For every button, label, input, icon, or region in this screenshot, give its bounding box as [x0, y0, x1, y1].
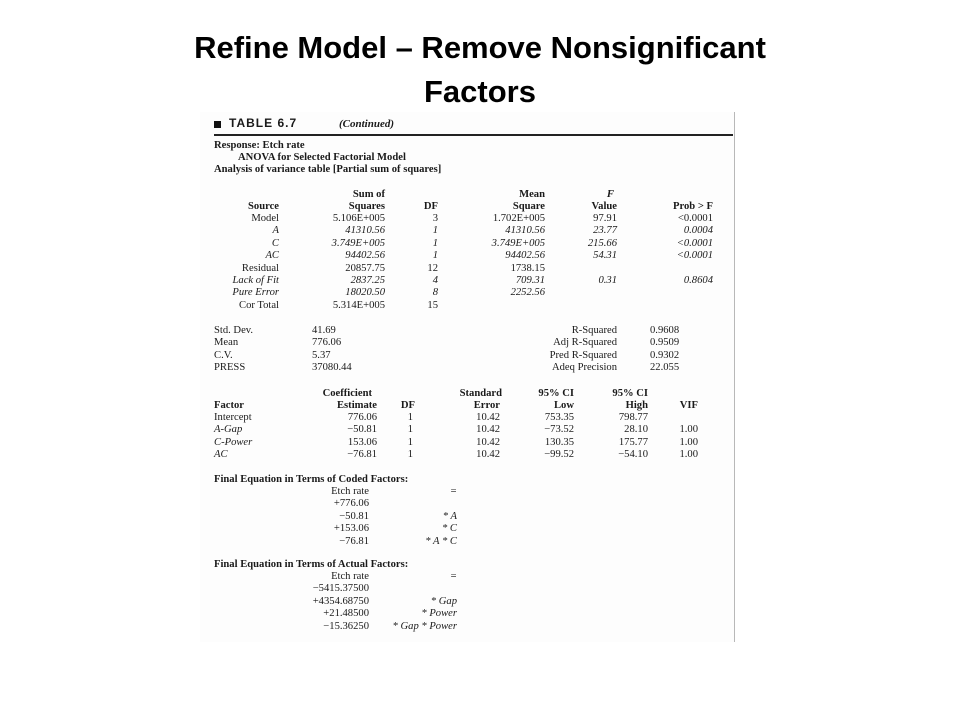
- anova-cell-f: 54.31: [593, 250, 617, 262]
- fit-label: C.V.: [214, 349, 233, 361]
- coded-equation-heading: Final Equation in Terms of Coded Factors:: [214, 474, 409, 485]
- anova-cell-f: 97.91: [593, 213, 617, 224]
- anova-cell-p: <0.0001: [676, 237, 713, 249]
- anova-header-mean2: Square: [512, 201, 545, 212]
- coef-header-vif: VIF: [679, 400, 698, 411]
- panel-edge: [734, 112, 735, 642]
- coef-cell-low: −99.52: [544, 449, 574, 461]
- coef-cell-estimate: 153.06: [347, 436, 377, 448]
- coef-header-high2: High: [625, 400, 648, 411]
- anova-cell-ms: 41310.56: [505, 225, 545, 237]
- slide-title: [0, 26, 960, 114]
- fit-value: 776.06: [312, 337, 342, 349]
- anova-cell-source: A: [272, 225, 279, 237]
- coef-header-low1: 95% CI: [538, 388, 574, 399]
- fit-label: Adj R-Squared: [553, 337, 617, 349]
- anova-cell-ss: 3.749E+005: [331, 237, 385, 249]
- response-label: Response: Etch rate: [214, 140, 305, 151]
- anova-cell-ss: 20857.75: [345, 262, 385, 274]
- anova-cell-p: 0.8604: [683, 275, 713, 286]
- coef-header-coef2: Estimate: [336, 400, 377, 411]
- anova-header-source: Source: [248, 201, 279, 212]
- title-line-1: Refine Model – Remove Nonsignificant: [194, 30, 766, 65]
- coef-cell-low: 753.35: [544, 412, 574, 423]
- coef-cell-estimate: −76.81: [347, 449, 377, 461]
- table-image: [200, 112, 735, 642]
- equation-value: −5415.37500: [312, 583, 369, 595]
- anova-cell-df: 1: [432, 237, 438, 249]
- coef-cell-df: 1: [407, 424, 413, 436]
- anova-cell-ss: 94402.56: [345, 250, 385, 262]
- equation-term: =: [449, 571, 457, 582]
- coef-cell-se: 10.42: [476, 412, 500, 423]
- fit-label: PRESS: [214, 362, 246, 374]
- coef-cell-vif: 1.00: [679, 449, 698, 461]
- fit-value: 37080.44: [312, 362, 352, 374]
- anova-cell-ss: 5.106E+005: [332, 213, 385, 224]
- table-label: TABLE 6.7: [229, 116, 298, 130]
- coef-cell-low: −73.52: [544, 424, 574, 436]
- coef-header-se1: Standard: [459, 388, 502, 399]
- anova-cell-ss: 2837.25: [350, 275, 385, 286]
- fit-label: R-Squared: [571, 325, 617, 336]
- equation-term: * A: [442, 510, 457, 522]
- equation-value: −50.81: [339, 510, 369, 522]
- equation-value: +21.48500: [323, 608, 369, 620]
- coef-cell-se: 10.42: [476, 424, 500, 436]
- coef-cell-se: 10.42: [476, 436, 500, 448]
- coef-cell-factor: C-Power: [214, 436, 253, 448]
- coef-cell-factor: Intercept: [214, 412, 252, 423]
- equation-term: * Power: [421, 608, 457, 620]
- coef-cell-df: 1: [407, 449, 413, 461]
- fit-value: 0.9302: [650, 349, 680, 361]
- equation-term: * A * C: [425, 535, 457, 547]
- fit-value: 22.055: [650, 362, 680, 374]
- anova-cell-p: <0.0001: [676, 250, 713, 262]
- coef-header-low2: Low: [553, 400, 574, 411]
- anova-cell-p: 0.0004: [683, 225, 713, 237]
- coef-cell-factor: AC: [214, 449, 228, 461]
- equation-term: * C: [441, 523, 457, 535]
- equation-value: −15.36250: [323, 620, 369, 632]
- anova-cell-df: 8: [432, 287, 438, 299]
- anova-cell-ms: 3.749E+005: [491, 237, 545, 249]
- coef-header-high1: 95% CI: [612, 388, 648, 399]
- title-line-2: Factors: [424, 74, 536, 109]
- actual-equation-heading: Final Equation in Terms of Actual Factors:: [214, 559, 409, 570]
- coef-cell-df: 1: [407, 412, 413, 423]
- square-bullet-icon: [214, 121, 221, 128]
- coef-cell-low: 130.35: [544, 436, 574, 448]
- coef-cell-high: 175.77: [618, 436, 648, 448]
- fit-label: Mean: [214, 337, 239, 349]
- anova-cell-source: Model: [251, 213, 279, 224]
- anova-cell-source: AC: [265, 250, 279, 262]
- anova-cell-ms: 709.31: [515, 275, 545, 286]
- coef-cell-estimate: −50.81: [347, 424, 377, 436]
- coef-header-se2: Error: [473, 400, 500, 411]
- anova-cell-df: 12: [427, 262, 438, 274]
- coef-header-factor: Factor: [214, 400, 244, 411]
- anova-cell-ms: 2252.56: [510, 287, 545, 299]
- equation-term: * Gap: [430, 595, 457, 607]
- equation-value: +153.06: [333, 523, 369, 535]
- anova-cell-df: 1: [432, 225, 438, 237]
- anova-header-f2: Value: [591, 201, 617, 212]
- coef-cell-vif: 1.00: [679, 436, 698, 448]
- coef-cell-factor: A-Gap: [214, 424, 243, 436]
- table-continued: (Continued): [339, 118, 395, 130]
- anova-cell-source: Pure Error: [232, 287, 279, 299]
- anova-cell-ms: 1738.15: [510, 262, 545, 274]
- anova-header-f1: F: [606, 189, 614, 200]
- anova-title: ANOVA for Selected Factorial Model: [238, 152, 406, 163]
- anova-header-sum2: Squares: [348, 201, 385, 212]
- equation-value: −76.81: [339, 535, 369, 547]
- coef-cell-df: 1: [407, 436, 413, 448]
- coef-cell-estimate: 776.06: [347, 412, 377, 423]
- anova-cell-source: Cor Total: [239, 299, 279, 311]
- fit-label: Adeq Precision: [551, 362, 617, 374]
- coef-cell-se: 10.42: [476, 449, 500, 461]
- coef-header-coef1: Coefficient: [322, 388, 372, 399]
- fit-label: Pred R-Squared: [549, 349, 617, 361]
- coef-cell-vif: 1.00: [679, 424, 698, 436]
- anova-cell-source: Lack of Fit: [232, 275, 279, 286]
- coef-cell-high: 798.77: [618, 412, 648, 423]
- anova-header-prob: Prob > F: [673, 201, 713, 212]
- equation-term: * Gap * Power: [392, 620, 457, 632]
- anova-cell-ss: 18020.50: [345, 287, 385, 299]
- fit-value: 41.69: [312, 325, 336, 336]
- anova-header-sum1: Sum of: [352, 189, 385, 200]
- fit-value: 0.9608: [650, 325, 680, 336]
- equation-value: Etch rate: [331, 486, 369, 497]
- anova-cell-f: 215.66: [587, 237, 617, 249]
- anova-cell-f: 23.77: [593, 225, 617, 237]
- anova-cell-source: C: [271, 237, 279, 249]
- coef-cell-high: 28.10: [624, 424, 648, 436]
- fit-label: Std. Dev.: [214, 325, 254, 336]
- anova-cell-source: Residual: [241, 262, 279, 274]
- anova-cell-ss: 41310.56: [345, 225, 385, 237]
- equation-value: +776.06: [333, 498, 369, 510]
- anova-header-df: DF: [423, 201, 438, 212]
- equation-term: =: [449, 486, 457, 497]
- anova-cell-df: 15: [427, 299, 438, 311]
- anova-header-mean1: Mean: [519, 189, 545, 200]
- anova-cell-df: 3: [432, 213, 438, 224]
- anova-cell-ss: 5.314E+005: [332, 299, 385, 311]
- table-header: [214, 116, 733, 136]
- fit-value: 0.9509: [650, 337, 680, 349]
- anova-cell-f: 0.31: [598, 275, 617, 286]
- equation-value: +4354.68750: [312, 595, 369, 607]
- anova-cell-ms: 94402.56: [505, 250, 545, 262]
- equation-value: Etch rate: [331, 571, 369, 582]
- coef-header-df: DF: [400, 400, 415, 411]
- anova-cell-p: <0.0001: [677, 213, 713, 224]
- coef-cell-high: −54.10: [618, 449, 648, 461]
- anova-cell-ms: 1.702E+005: [492, 213, 545, 224]
- analysis-label: Analysis of variance table [Partial sum of squares]: [214, 164, 442, 175]
- anova-cell-df: 1: [432, 250, 438, 262]
- anova-cell-df: 4: [432, 275, 438, 286]
- fit-value: 5.37: [312, 349, 331, 361]
